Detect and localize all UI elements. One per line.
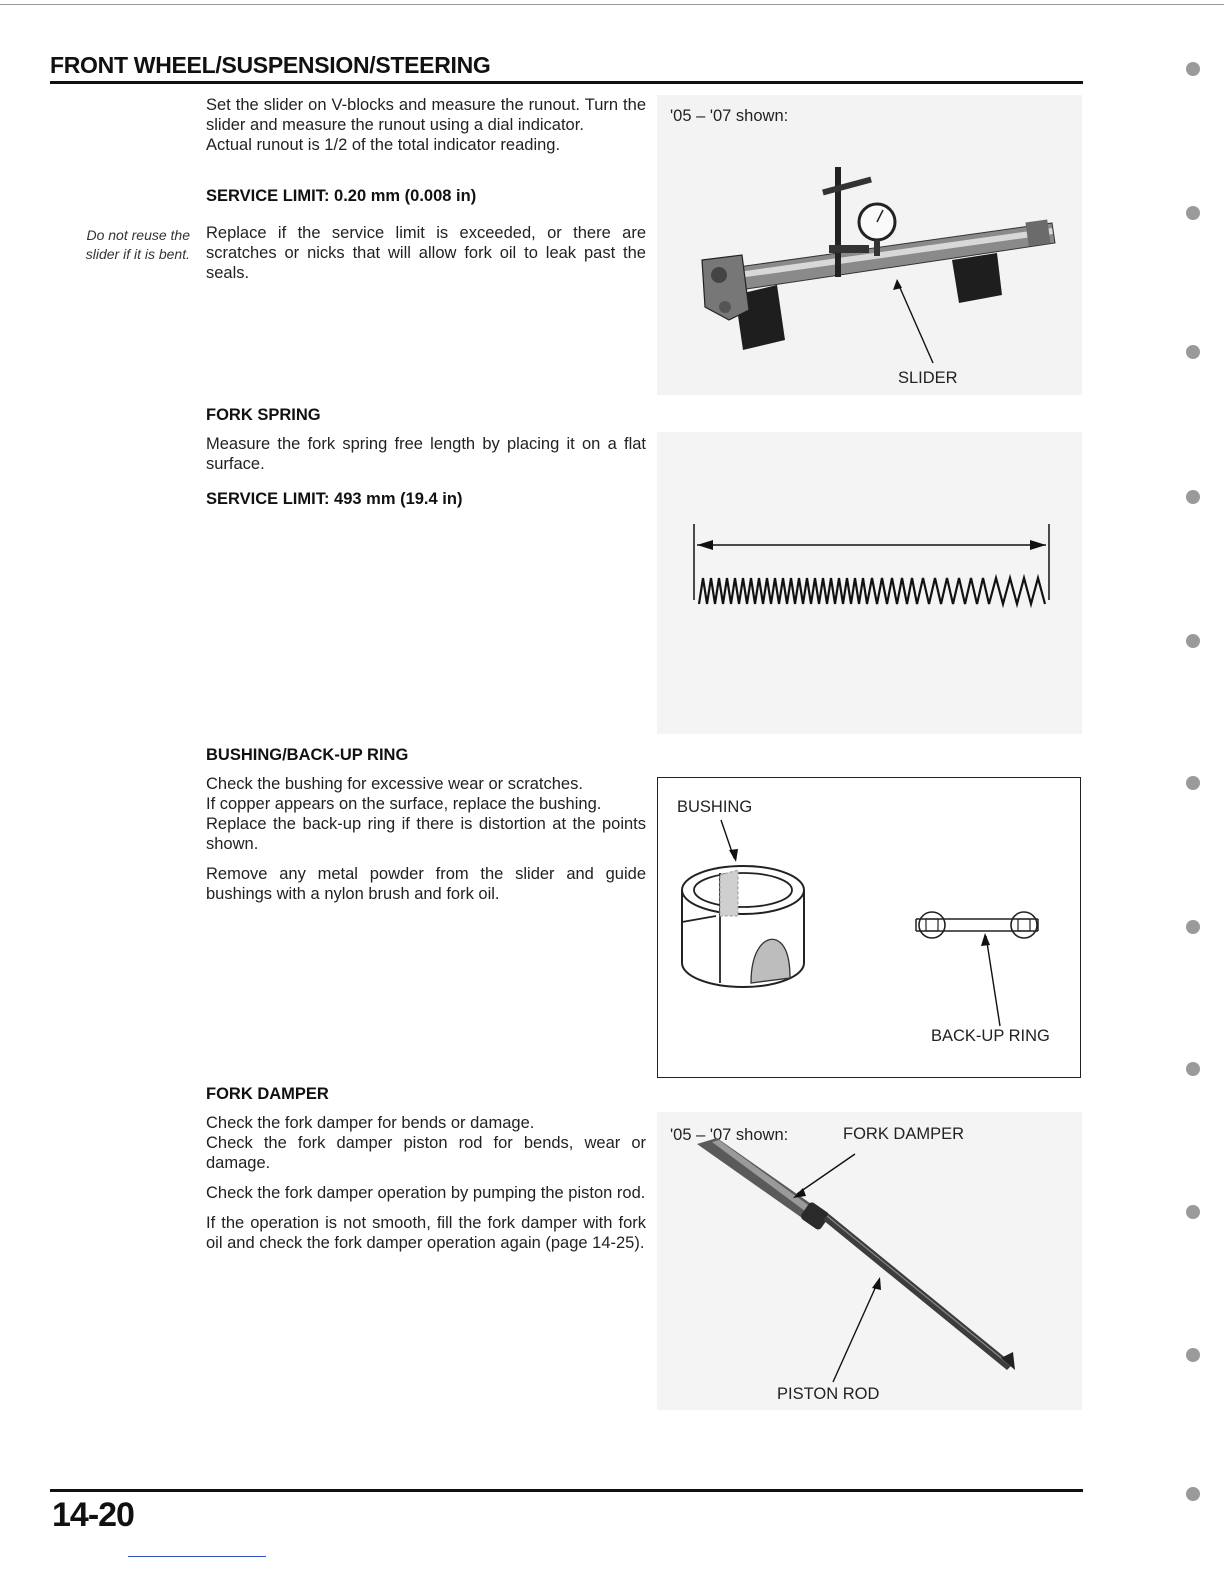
fork-spring-heading: FORK SPRING — [206, 406, 321, 424]
bushing-label: BUSHING — [677, 798, 753, 816]
binder-hole — [1186, 1348, 1200, 1362]
fork-damper-illustration — [657, 1112, 1082, 1410]
slider-replace-text — [206, 223, 646, 293]
fork-damper-heading: FORK DAMPER — [206, 1085, 329, 1103]
piston-rod-label: PISTON ROD — [777, 1385, 880, 1403]
bushing-heading: BUSHING/BACK-UP RING — [206, 746, 409, 764]
fork-spring-text — [206, 434, 646, 484]
fork-damper-paragraph: If the operation is not smooth, fill the fork damper with fork oil and check the fork damper operation again (page 14-25). — [206, 1214, 646, 1252]
bushing-figure — [657, 777, 1081, 1078]
fork-damper-label: FORK DAMPER — [843, 1125, 965, 1143]
slider-paragraph: Actual runout is 1/2 of the total indicator reading. — [206, 136, 561, 154]
bushing-paragraph: Replace the back-up ring if there is distortion at the points shown. — [206, 815, 646, 853]
fork-damper-caption: '05 – '07 shown: — [670, 1126, 789, 1144]
header-rule — [50, 81, 1083, 84]
slider-paragraph: Set the slider on V-blocks and measure the runout. Turn the slider and measure the runout using a dial indicator. — [206, 96, 646, 134]
fork-damper-paragraph: Check the fork damper for bends or damage. — [206, 1114, 535, 1132]
fork-damper-paragraph: Check the fork damper piston rod for bends, wear or damage. — [206, 1134, 646, 1172]
fork-spring-paragraph: Measure the fork spring free length by placing it on a flat surface. — [206, 435, 646, 473]
back-up-ring-label: BACK-UP RING — [931, 1027, 1050, 1045]
slider-figure-caption: '05 – '07 shown: — [670, 107, 789, 125]
slider-side-note: Do not reuse the slider if it is bent. — [85, 227, 190, 262]
slider-figure — [657, 95, 1082, 395]
slider-runout-illustration — [657, 95, 1082, 395]
binder-hole — [1186, 345, 1200, 359]
slider-callout-label: SLIDER — [898, 369, 958, 387]
fork-damper-figure — [657, 1112, 1082, 1410]
footer-rule — [50, 1489, 1083, 1492]
fork-damper-text — [206, 1113, 646, 1263]
fork-damper-paragraph: Check the fork damper operation by pumping the piston rod. — [206, 1184, 646, 1202]
page-number: 14-20 — [52, 1496, 134, 1534]
bushing-paragraph: Check the bushing for excessive wear or scratches. — [206, 775, 583, 793]
bushing-paragraph: If copper appears on the surface, replace the bushing. — [206, 795, 602, 813]
slider-service-limit: SERVICE LIMIT: 0.20 mm (0.008 in) — [206, 187, 477, 205]
page-title: FRONT WHEEL/SUSPENSION/STEERING — [50, 52, 491, 78]
fork-spring-service-limit: SERVICE LIMIT: 493 mm (19.4 in) — [206, 490, 463, 508]
slider-replace-paragraph: Replace if the service limit is exceeded, or there are scratches or nicks that will allow fork oil to leak past the seals. — [206, 224, 646, 282]
binder-hole — [1186, 206, 1200, 220]
fork-spring-illustration — [657, 432, 1082, 734]
binder-hole — [1186, 920, 1200, 934]
binder-hole — [1186, 1062, 1200, 1076]
binder-hole — [1186, 1487, 1200, 1501]
binder-hole — [1186, 62, 1200, 76]
bushing-paragraph: Remove any metal powder from the slider and guide bushings with a nylon brush and fork oil. — [206, 865, 646, 903]
binder-hole — [1186, 634, 1200, 648]
binder-hole — [1186, 490, 1200, 504]
binder-hole — [1186, 776, 1200, 790]
footer-link-underline — [128, 1556, 266, 1557]
binder-hole — [1186, 1205, 1200, 1219]
fork-spring-figure — [657, 432, 1082, 734]
top-edge-line — [0, 4, 1224, 5]
bushing-text — [206, 774, 646, 914]
slider-instructions — [206, 95, 646, 165]
